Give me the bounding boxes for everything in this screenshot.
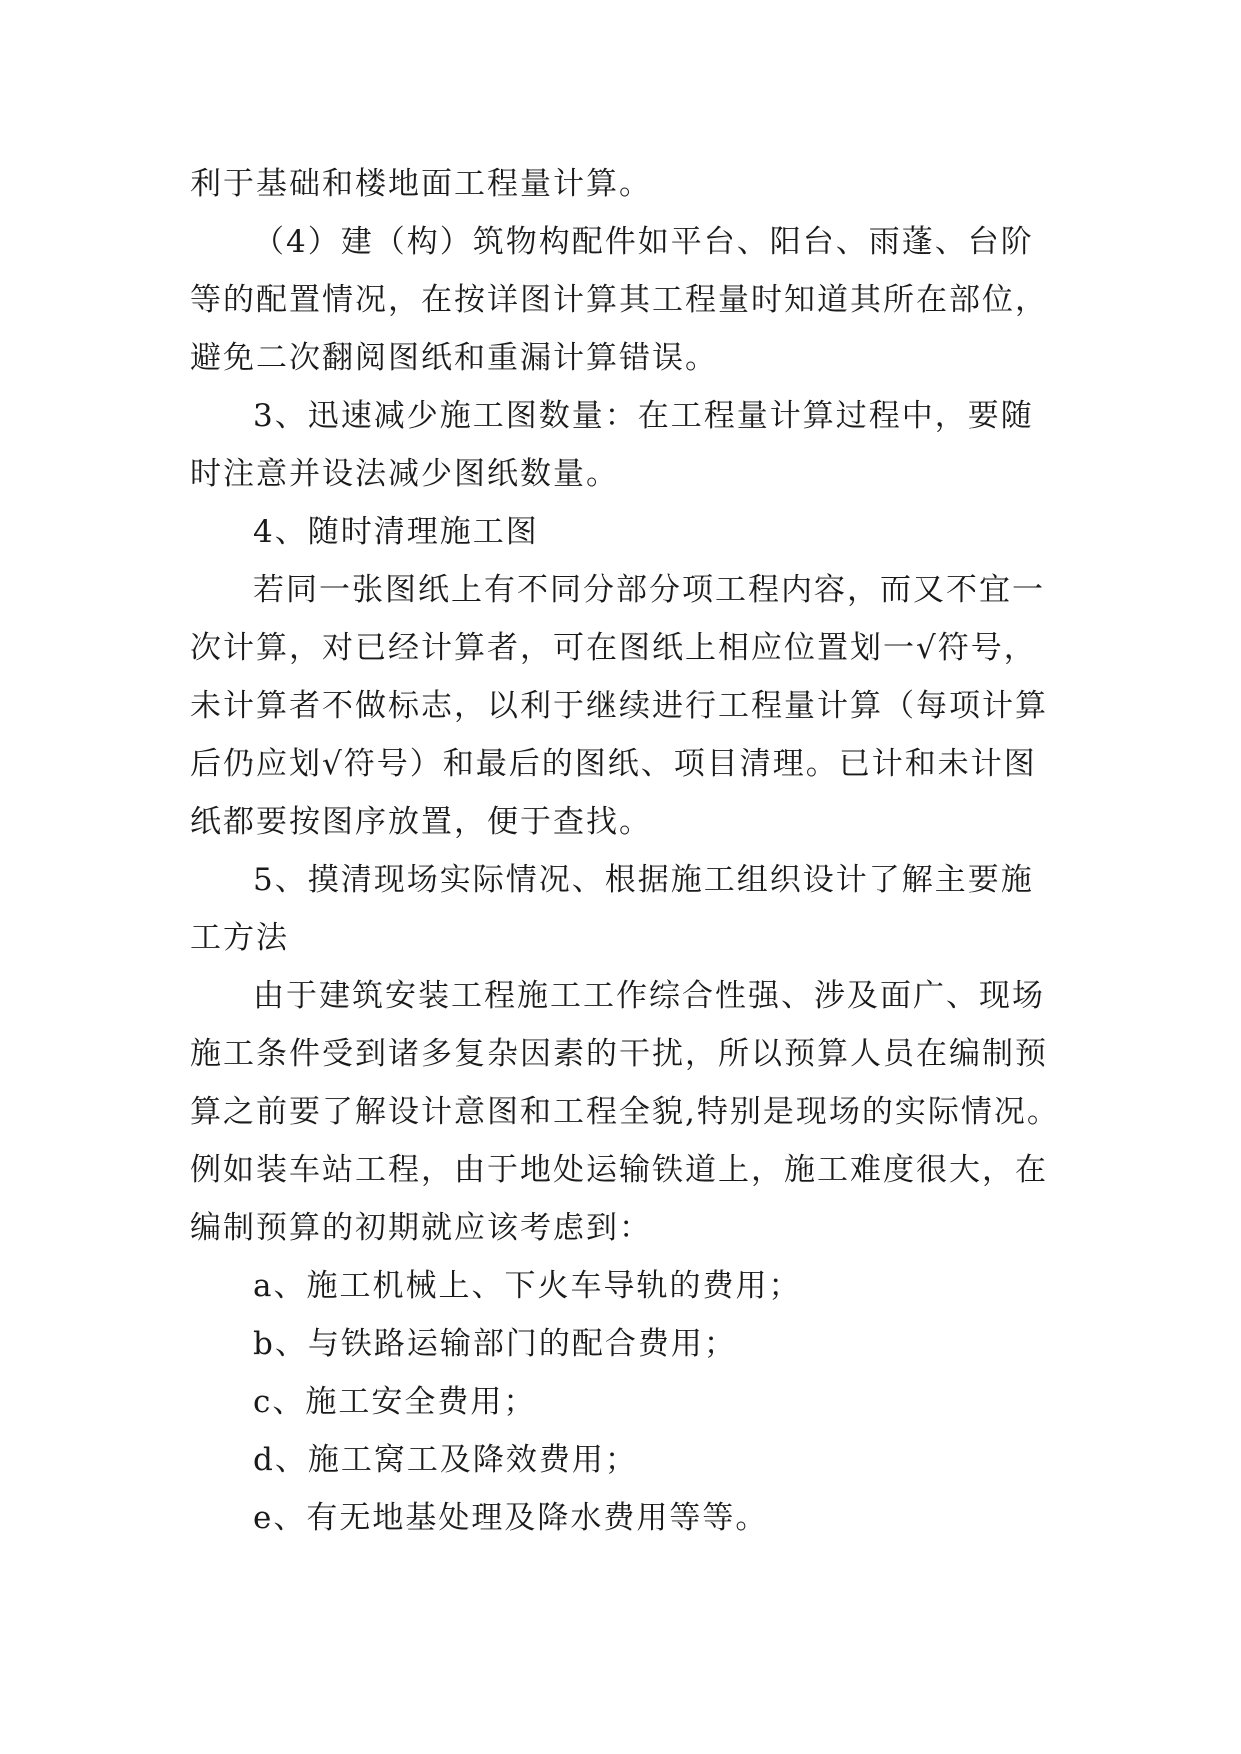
text-line: 施工条件受到诸多复杂因素的干扰，所以预算人员在编制预 (190, 1036, 1048, 1072)
list-item: e、有无地基处理及降水费用等等。 (253, 1500, 769, 1536)
section-heading: 5、摸清现场实际情况、根据施工组织设计了解主要施 (253, 862, 1034, 898)
text-line: 纸都要按图序放置，便于查找。 (190, 804, 652, 840)
text-line: 工方法 (190, 920, 289, 956)
section-heading: 4、随时清理施工图 (253, 514, 539, 550)
list-item: d、施工窝工及降效费用； (253, 1442, 638, 1478)
text-line: 后仍应划√符号）和最后的图纸、项目清理。已计和未计图 (190, 746, 1037, 782)
text-line: 由于建筑安装工程施工工作综合性强、涉及面广、现场 (253, 978, 1045, 1014)
list-item: c、施工安全费用； (253, 1384, 537, 1420)
text-line: （4）建（构）筑物构配件如平台、阳台、雨蓬、台阶 (253, 224, 1034, 260)
text-line: 编制预算的初期就应该考虑到： (190, 1210, 652, 1246)
text-line: 若同一张图纸上有不同分部分项工程内容，而又不宜一 (253, 572, 1045, 608)
text-line: 例如装车站工程，由于地处运输铁道上，施工难度很大，在 (190, 1152, 1048, 1188)
text-line: 利于基础和楼地面工程量计算。 (190, 166, 652, 202)
text-line: 次计算，对已经计算者，可在图纸上相应位置划一√符号， (190, 630, 1037, 666)
text-line: 等的配置情况，在按详图计算其工程量时知道其所在部位， (190, 282, 1048, 318)
text-line: 未计算者不做标志，以利于继续进行工程量计算（每项计算 (190, 688, 1048, 724)
text-line: 避免二次翻阅图纸和重漏计算错误。 (190, 340, 718, 376)
text-line: 算之前要了解设计意图和工程全貌,特别是现场的实际情况。 (190, 1094, 1060, 1130)
list-item: b、与铁路运输部门的配合费用； (253, 1326, 737, 1362)
document-body (190, 155, 1060, 1547)
text-line: 3、迅速减少施工图数量：在工程量计算过程中，要随 (253, 398, 1034, 434)
list-item: a、施工机械上、下火车导轨的费用； (253, 1268, 802, 1304)
text-line: 时注意并设法减少图纸数量。 (190, 456, 619, 492)
